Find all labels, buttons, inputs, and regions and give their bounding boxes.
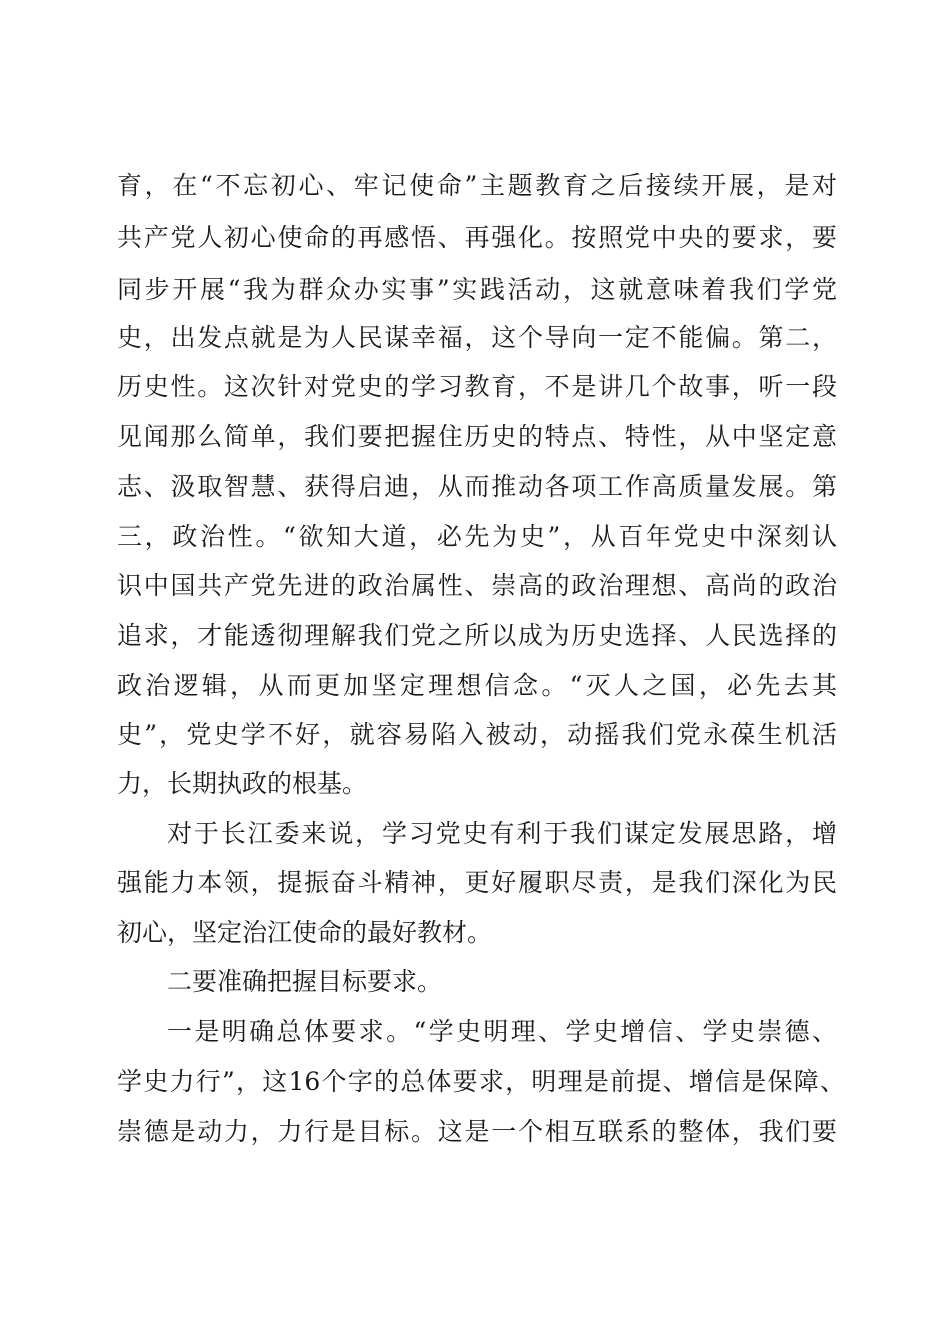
text-line-20: 崇德是动力，力行是目标。这是一个相互联系的整体，我们要 <box>117 1117 837 1146</box>
text-line-16: 初心，坚定治江使命的最好教材。 <box>117 918 493 947</box>
section-heading: 二要准确把握目标要求。 <box>167 967 443 996</box>
text-line-13: 力，长期执政的根基。 <box>117 769 368 798</box>
text-line-3: 同步开展“我为群众办实事”实践活动，这就意味着我们学党 <box>117 275 837 304</box>
text-line-15: 强能力本领，提振奋斗精神，更好履职尽责，是我们深化为民 <box>117 868 837 897</box>
text-line-9: 识中国共产党先进的政治属性、崇高的政治理想、高尚的政治 <box>117 571 837 600</box>
text-line-7: 志、汲取智慧、获得启迪，从而推动各项工作高质量发展。第 <box>117 472 837 501</box>
text-line-10: 追求，才能透彻理解我们党之所以成为历史选择、人民选择的 <box>117 621 837 650</box>
text-line-19: 学史力行”，这16个字的总体要求，明理是前提、增信是保障、 <box>117 1067 845 1096</box>
text-line-1: 育，在“不忘初心、牢记使命”主题教育之后接续开展，是对 <box>117 171 837 200</box>
text-line-14: 对于长江委来说，学习党史有利于我们谋定发展思路，增 <box>167 819 837 848</box>
text-line-18: 一是明确总体要求。“学史明理、学史增信、学史崇德、 <box>167 1017 837 1046</box>
text-line-12: 史”，党史学不好，就容易陷入被动，动摇我们党永葆生机活 <box>117 720 837 749</box>
text-line-11: 政治逻辑，从而更加坚定理想信念。“灭人之国，必先去其 <box>117 671 837 700</box>
text-line-6: 见闻那么简单，我们要把握住历史的特点、特性，从中坚定意 <box>117 422 837 451</box>
text-line-5: 历史性。这次针对党史的学习教育，不是讲几个故事，听一段 <box>117 372 837 401</box>
text-line-2: 共产党人初心使命的再感悟、再强化。按照党中央的要求，要 <box>117 223 837 252</box>
text-line-4: 史，出发点就是为人民谋幸福，这个导向一定不能偏。第二， <box>117 323 837 352</box>
text-line-8: 三，政治性。“欲知大道，必先为史”，从百年党史中深刻认 <box>117 522 837 551</box>
